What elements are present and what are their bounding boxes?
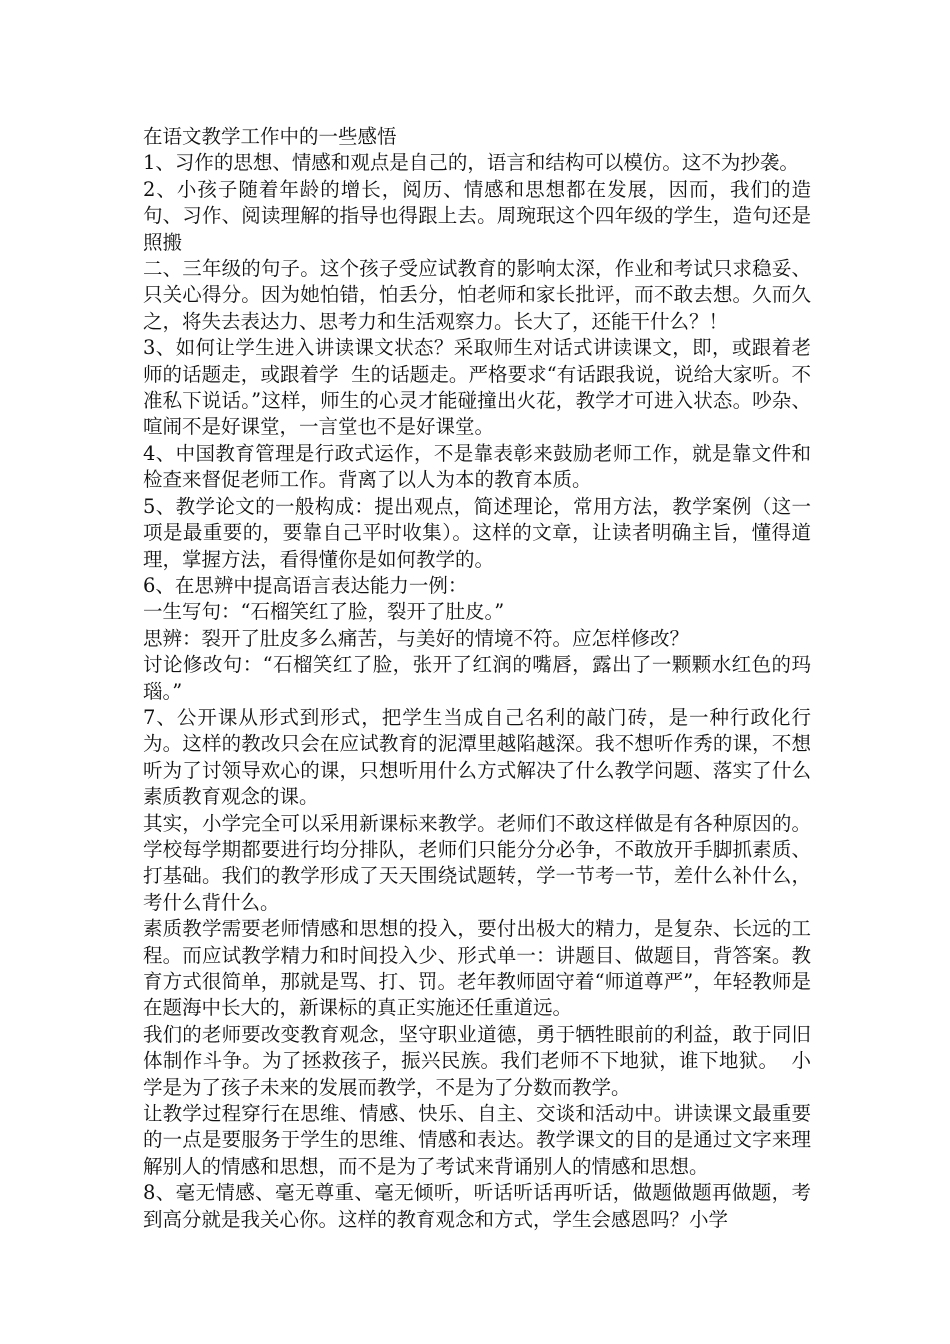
paragraph-14: 我们的老师要改变教育观念，坚守职业道德，勇于牺牲眼前的利益，敢于同旧体制作斗争。为了拯救孩子，振兴民族。我们老师不下地狱，谁下地狱。 小学是为了孩子未来的发展而教学，不是为了分数而教学。: [143, 1022, 811, 1099]
paragraph-1: 1、习作的思想、情感和观点是自己的，语言和结构可以模仿。这不为抄袭。: [143, 151, 799, 175]
document-page: [143, 124, 811, 1233]
paragraph-15: 让教学过程穿行在思维、情感、快乐、自主、交谈和活动中。讲读课文最重要的一点是要服务于学生的思维、情感和表达。教学课文的目的是通过文字来理解别人的情感和思想，而不是为了考试来背诵别人的情感和思想。: [143, 1102, 811, 1178]
paragraph-7: 6、在思辨中提高语言表达能力一例：: [143, 573, 468, 597]
paragraph-11: 7、公开课从形式到形式，把学生当成自己名利的敲门砖，是一种行政化行为。这样的教改只会在应试教育的泥潭里越陷越深。我不想听作秀的课，不想听为了讨领导欢心的课，只想听用什么方式解决了什么教学问题、落实了什么素质教育观念的课。: [143, 705, 811, 809]
paragraph-9: 思辨：裂开了肚皮多么痛苦，与美好的情境不符。应怎样修改？: [143, 626, 690, 650]
paragraph-8: 一生写句：“石榴笑红了脸，裂开了肚皮。”: [143, 600, 505, 624]
document-title: 在语文教学工作中的一些感悟: [143, 125, 397, 148]
paragraph-13: 素质教学需要老师情感和思想的投入，要付出极大的精力，是复杂、长远的工程。而应试教学精力和时间投入少、形式单一：讲题目、做题目，背答案。教育方式很简单，那就是骂、打、罚。老年教师固守着“师道尊严”，年轻教师是在题海中长大的，新课标的真正实施还任重道远。: [143, 917, 811, 1020]
paragraph-16: 8、毫无情感、毫无尊重、毫无倾听，听话听话再听话，做题做题再做题，考到高分就是我关心你。这样的教育观念和方式，学生会感恩吗？小学: [143, 1181, 811, 1231]
paragraph-4: 3、如何让学生进入讲读课文状态？采取师生对话式讲读课文，即，或跟着老师的话题走，或跟着学 生的话题走。严格要求“有话跟我说，说给大家听。不准私下说话。”这样，师生的心灵才能碰撞出火花，教学才可进入状态。吵杂、喧闹不是好课堂，一言堂也不是好课堂。: [143, 336, 811, 439]
paragraph-5: 4、中国教育管理是行政式运作，不是靠表彰来鼓励老师工作，就是靠文件和检查来督促老师工作。背离了以人为本的教育本质。: [143, 441, 811, 492]
paragraph-10: 讨论修改句：“石榴笑红了脸，张开了红润的嘴唇，露出了一颗颗水红色的玛瑙。”: [143, 653, 811, 703]
paragraph-6: 5、教学论文的一般构成：提出观点，简述理论，常用方法，教学案例（这一项是最重要的，要靠自己平时收集）。这样的文章，让读者明确主旨，懂得道理，掌握方法，看得懂你是如何教学的。: [143, 494, 811, 571]
paragraph-3: 二、三年级的句子。这个孩子受应试教育的影响太深，作业和考试只求稳妥、只关心得分。因为她怕错，怕丢分，怕老师和家长批评，而不敢去想。久而久之，将失去表达力、思考力和生活观察力。长大了，还能干什么？！: [143, 257, 811, 333]
paragraph-12: 其实，小学完全可以采用新课标来教学。老师们不敢这样做是有各种原因的。学校每学期都要进行均分排队，老师们只能分分必争，不敢放开手脚抓素质、打基础。我们的教学形成了天天围绕试题转，学一节考一节，差什么补什么，考什么背什么。: [143, 811, 811, 914]
paragraph-2: 2、小孩子随着年龄的增长，阅历、情感和思想都在发展，因而，我们的造句、习作、阅读理解的指导也得跟上去。周琬珉这个四年级的学生，造句还是照搬: [143, 177, 811, 254]
